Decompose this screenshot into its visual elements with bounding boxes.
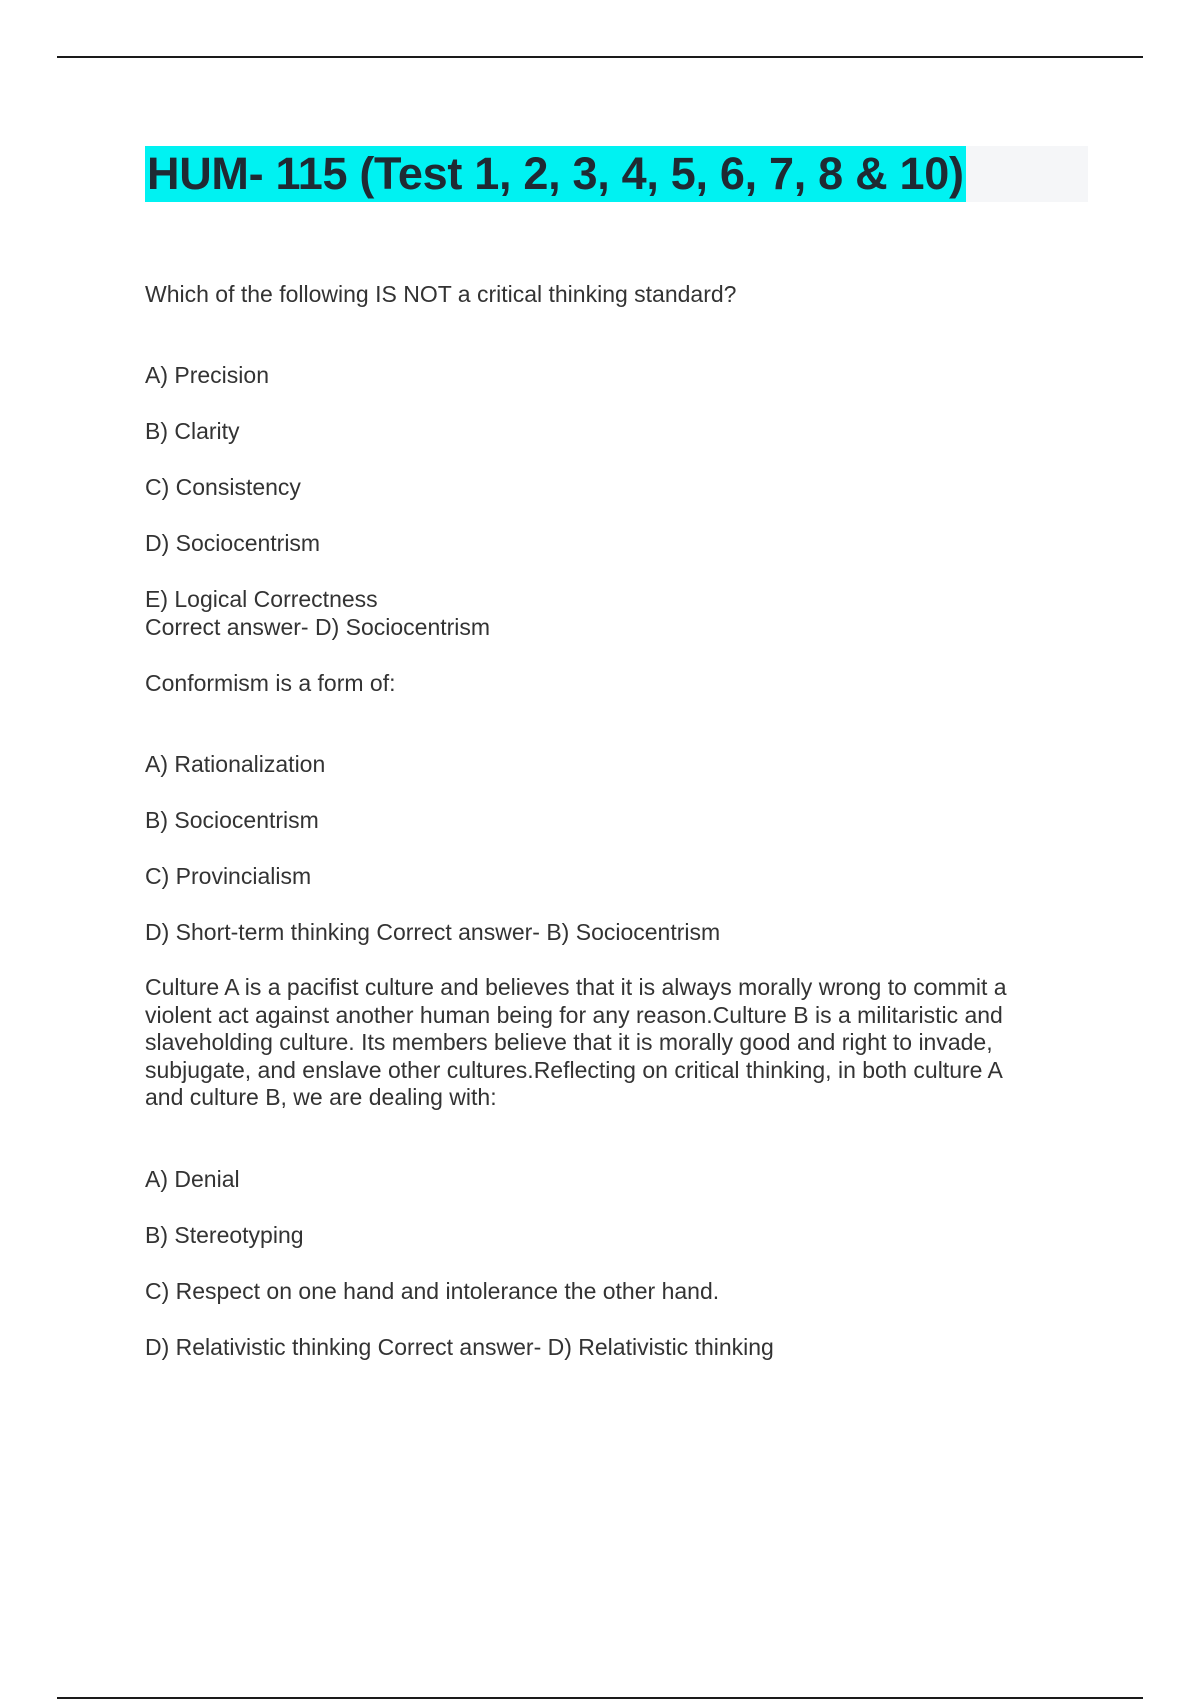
answer-option: A) Precision <box>145 362 269 388</box>
correct-answer: Correct answer- D) Sociocentrism <box>145 614 491 640</box>
prompt-line: and culture B, we are dealing with: <box>145 1084 497 1110</box>
document-title: HUM- 115 (Test 1, 2, 3, 4, 5, 6, 7, 8 & 10) <box>145 146 966 202</box>
question-2 <box>145 669 1075 946</box>
question-prompt: Conformism is a form of: <box>145 670 396 696</box>
answer-option: E) Logical Correctness <box>145 586 378 612</box>
answer-option-with-answer: D) Relativistic thinking Correct answer- D) Relativistic thinking <box>145 1333 774 1360</box>
question-3 <box>145 974 1075 1361</box>
answer-option: B) Clarity <box>145 418 240 444</box>
question-prompt: Which of the following IS NOT a critical thinking standard? <box>145 281 737 307</box>
footer-rule <box>57 1697 1143 1699</box>
answer-option: D) Sociocentrism <box>145 530 321 556</box>
answer-option: B) Sociocentrism <box>145 807 319 833</box>
document-body <box>145 280 1075 1389</box>
title-block <box>145 146 1088 202</box>
answer-option: B) Stereotyping <box>145 1221 304 1248</box>
prompt-line: Culture A is a pacifist culture and believes that it is always morally wrong to commit a <box>145 974 1007 1000</box>
answer-option: C) Provincialism <box>145 863 312 889</box>
question-1 <box>145 280 1075 641</box>
header-rule <box>57 56 1143 58</box>
answer-option: C) Consistency <box>145 474 301 500</box>
prompt-line: violent act against another human being for any reason.Culture B is a militaristic and <box>145 1001 1003 1028</box>
answer-option: C) Respect on one hand and intolerance the other hand. <box>145 1277 720 1304</box>
answer-option-with-answer: D) Short-term thinking Correct answer- B) Sociocentrism <box>145 919 721 945</box>
answer-option: A) Rationalization <box>145 751 326 777</box>
prompt-line: slaveholding culture. Its members believe that it is morally good and right to invade, <box>145 1029 993 1055</box>
answer-option: A) Denial <box>145 1165 240 1192</box>
prompt-line: subjugate, and enslave other cultures.Reflecting on critical thinking, in both culture A <box>145 1056 1003 1083</box>
question-prompt <box>145 974 1075 1112</box>
